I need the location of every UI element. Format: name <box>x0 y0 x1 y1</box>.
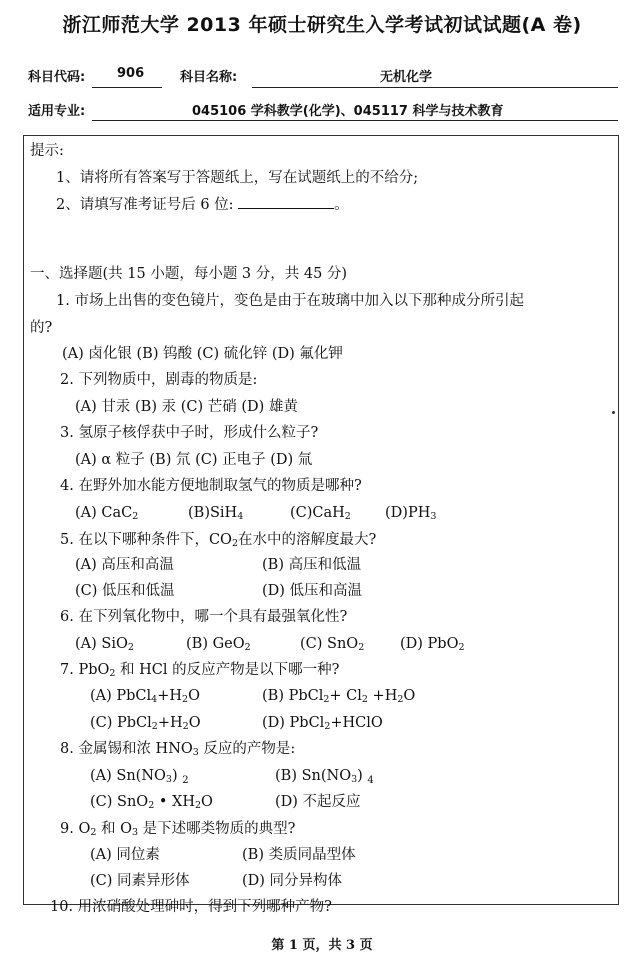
q7-option-a: (A) $PbCl_4+H_2O$ <box>90 688 200 705</box>
q5-text: 5. 在以下哪种条件下，$CO_2$在水中的溶解度最大? <box>60 532 377 549</box>
q6-option-c: (C) SnO$_2$ <box>300 636 365 653</box>
q1-text-cont: 的? <box>30 320 53 336</box>
q6-option-b: (B) GeO$_2$ <box>186 636 251 653</box>
q4-text: 4. 在野外加水能方便地制取氢气的物质是哪种? <box>60 478 362 494</box>
q5-option-a: (A) 高压和高温 <box>75 557 174 573</box>
major-underline <box>92 120 618 121</box>
q6-option-d: (D) PbO$_2$ <box>400 636 465 653</box>
q1-options: (A) 卤化银 (B) 钨酸 (C) 硫化锌 (D) 氟化钾 <box>62 346 343 362</box>
page-footer: 第 1 页，共 3 页 <box>271 938 373 953</box>
q9-option-d: (D) 同分异构体 <box>242 873 343 889</box>
q5-option-b: (B) 高压和低温 <box>262 557 362 573</box>
subject-name-underline <box>252 87 618 88</box>
q7-text: 7. PbO$_2$ 和 HCl 的反应产物是以下哪一种? <box>60 662 340 679</box>
q4-option-b: (B)SiH$_4$ <box>188 505 244 522</box>
q3-text: 3. 氢原子核俘获中子时，形成什么粒子? <box>60 425 319 441</box>
q9-option-c: (C) 同素异形体 <box>90 873 190 889</box>
q8-option-d: (D) 不起反应 <box>275 794 361 810</box>
major-value: 045106 学科教学(化学)、045117 科学与技术教育 <box>192 104 504 119</box>
q8-option-a: (A) $Sn(NO_3)$ $_2$ <box>90 768 189 786</box>
q3-options: (A) α 粒子 (B) 氘 (C) 正电子 (D) 氚 <box>75 452 313 468</box>
q5-option-d: (D) 低压和高温 <box>262 583 363 599</box>
q9-option-b: (B) 类质同晶型体 <box>242 847 356 863</box>
q6-option-a: (A) SiO$_2$ <box>75 636 134 653</box>
major-label: 适用专业: <box>28 104 86 119</box>
q2-options: (A) 甘汞 (B) 汞 (C) 芒硝 (D) 雄黄 <box>75 399 298 415</box>
q4-option-a: (A) CaC$_2$ <box>75 505 139 522</box>
q4-option-d: $(D)PH_3$ <box>385 505 437 522</box>
q7-option-c: (C) $PbCl_2+H_2O$ <box>90 715 201 732</box>
q8-option-c: (C) SnO$_2$ • $XH_2O$ <box>90 794 213 811</box>
hint-item-1: 1、请将所有答案写于答题纸上，写在试题纸上的不给分; <box>56 170 419 186</box>
hint-item-2: 2、请填写准考证号后 6 位: 。 <box>56 194 349 215</box>
exam-title: 浙江师范大学 2013 年硕士研究生入学考试初试试题(A 卷) <box>62 14 582 36</box>
q8-option-b: (B) $Sn(NO_3)$ $_4$ <box>275 768 374 786</box>
subject-code-underline <box>92 87 162 88</box>
section-title: 一、选择题(共 15 小题，每小题 3 分，共 45 分) <box>30 266 348 282</box>
subject-name-label: 科目名称: <box>180 70 238 85</box>
hint-label: 提示: <box>30 143 64 159</box>
scan-dot <box>612 411 615 414</box>
subject-name-value: 无机化学 <box>380 70 433 85</box>
q4-option-c: (C)CaH$_2$ <box>290 505 351 522</box>
q6-text: 6. 在下列氧化物中，哪一个具有最强氧化性? <box>60 609 348 625</box>
subject-code-value: 906 <box>117 66 145 81</box>
q9-option-a: (A) 同位素 <box>90 847 160 863</box>
q2-text: 2. 下列物质中，剧毒的物质是: <box>60 372 258 388</box>
q7-option-b: (B) PbCl$_2$+ $Cl_2 +H_2O$ <box>262 688 416 705</box>
subject-code-label: 科目代码: <box>28 70 86 85</box>
q7-option-d: (D) PbCl$_2$+HClO <box>262 715 383 732</box>
q9-text: 9. $O_2$ 和 $O_3$ 是下述哪类物质的典型? <box>60 821 296 838</box>
q8-text: 8. 金属锡和浓 $HNO_3$ 反应的产物是: <box>60 741 296 758</box>
q1-text: 1. 市场上出售的变色镜片，变色是由于在玻璃中加入以下那种成分所引起 <box>56 293 524 309</box>
exam-id-blank <box>238 194 334 209</box>
q5-option-c: (C) 低压和低温 <box>75 583 175 599</box>
q10-text: 10. 用浓硝酸处理砷时，得到下列哪种产物? <box>50 899 332 915</box>
